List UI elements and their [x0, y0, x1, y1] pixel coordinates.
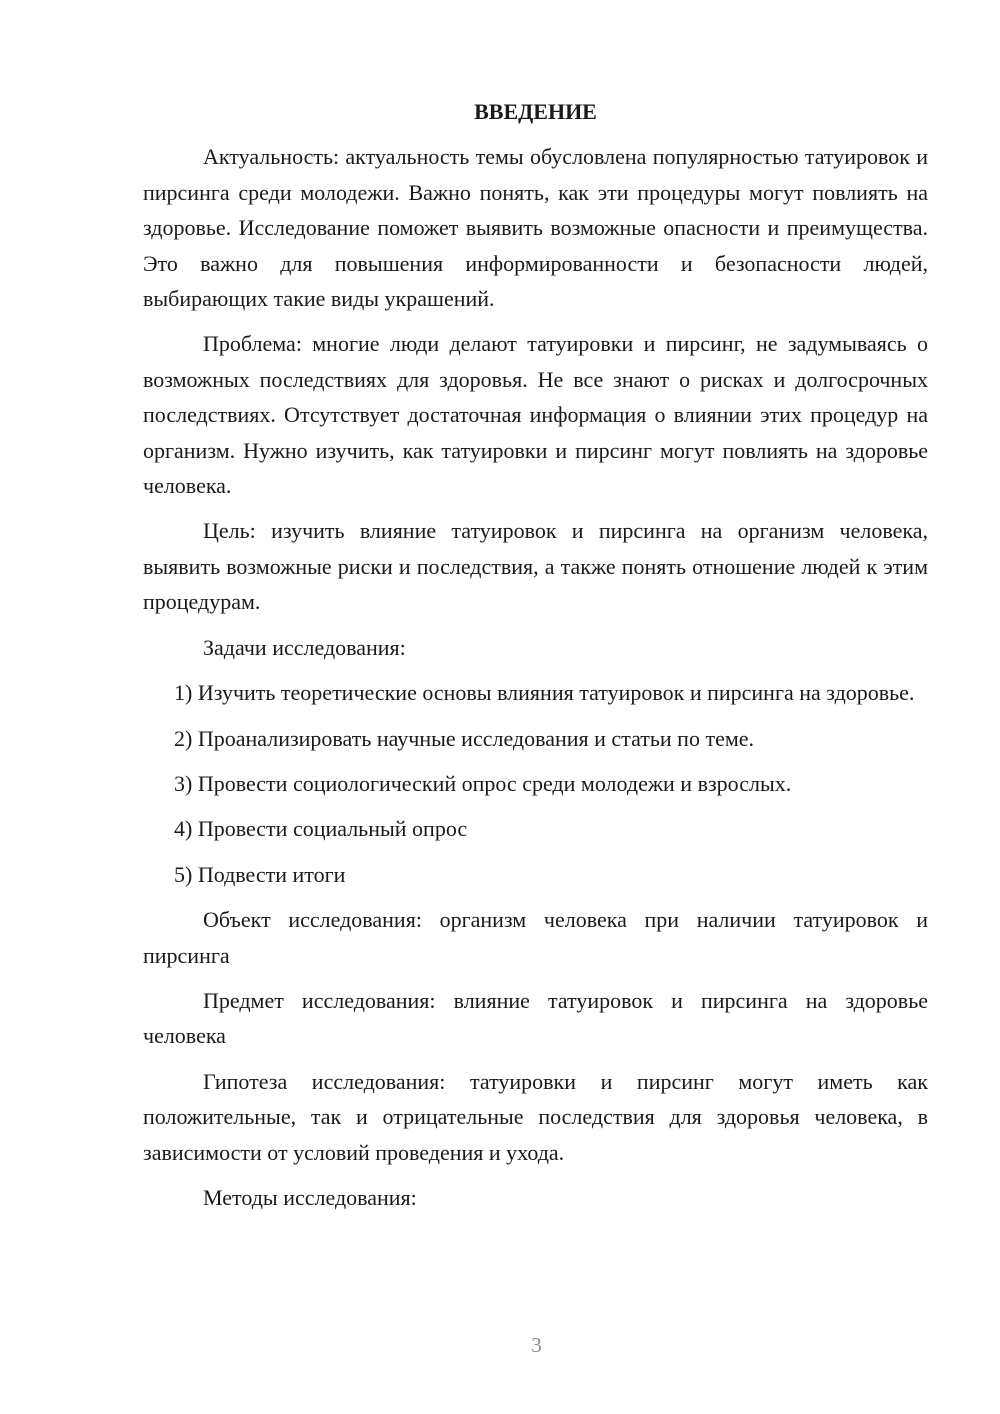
hypothesis-paragraph: Гипотеза исследования: татуировки и пирсинг могут иметь как положительные, так и отрицательные последствия для здоровья человека, в зависимости от условий проведения и ухода. — [143, 1068, 928, 1165]
task-item: 3) Провести социологический опрос среди молодежи и взрослых. — [174, 770, 792, 796]
problem-paragraph: Проблема: многие люди делают татуировки и пирсинг, не задумываясь о возможных последствиях для здоровья. Не все знают о рисках и долгосрочных последствиях. Отсутствует достаточная информация о влиянии этих процедур на организм. Нужно изучить, как татуировки и пирсинг могут повлиять на здоровье человека. — [143, 331, 928, 499]
relevance-paragraph: Актуальность: актуальность темы обусловлена популярностью татуировок и пирсинга среди молодежи. Важно понять, как эти процедуры могут повлиять на здоровье. Исследование поможет выявить возможные опасности и преимущества. Это важно для повышения информированности и безопасности людей, выбирающих такие виды украшений. — [143, 144, 928, 312]
task-item: 5) Подвести итоги — [174, 861, 346, 887]
task-item: 4) Провести социальный опрос — [174, 816, 468, 842]
task-item: 2) Проанализировать научные исследования и статьи по теме. — [174, 725, 755, 751]
page-content — [143, 94, 928, 1215]
methods-heading: Методы исследования: — [203, 1184, 417, 1210]
tasks-heading: Задачи исследования: — [203, 634, 406, 660]
object-paragraph: Объект исследования: организм человека при наличии татуировок и пирсинга — [143, 907, 928, 968]
task-item: 1) Изучить теоретические основы влияния татуировок и пирсинга на здоровье. — [174, 680, 915, 706]
tasks-list — [143, 675, 928, 892]
page-number: 3 — [531, 1333, 542, 1357]
page-title: ВВЕДЕНИЕ — [474, 99, 597, 124]
subject-paragraph: Предмет исследования: влияние татуировок и пирсинга на здоровье человека — [143, 987, 928, 1049]
goal-paragraph: Цель: изучить влияние татуировок и пирсинга на организм человека, выявить возможные риски и последствия, а также понять отношение людей к этим процедурам. — [143, 518, 928, 615]
